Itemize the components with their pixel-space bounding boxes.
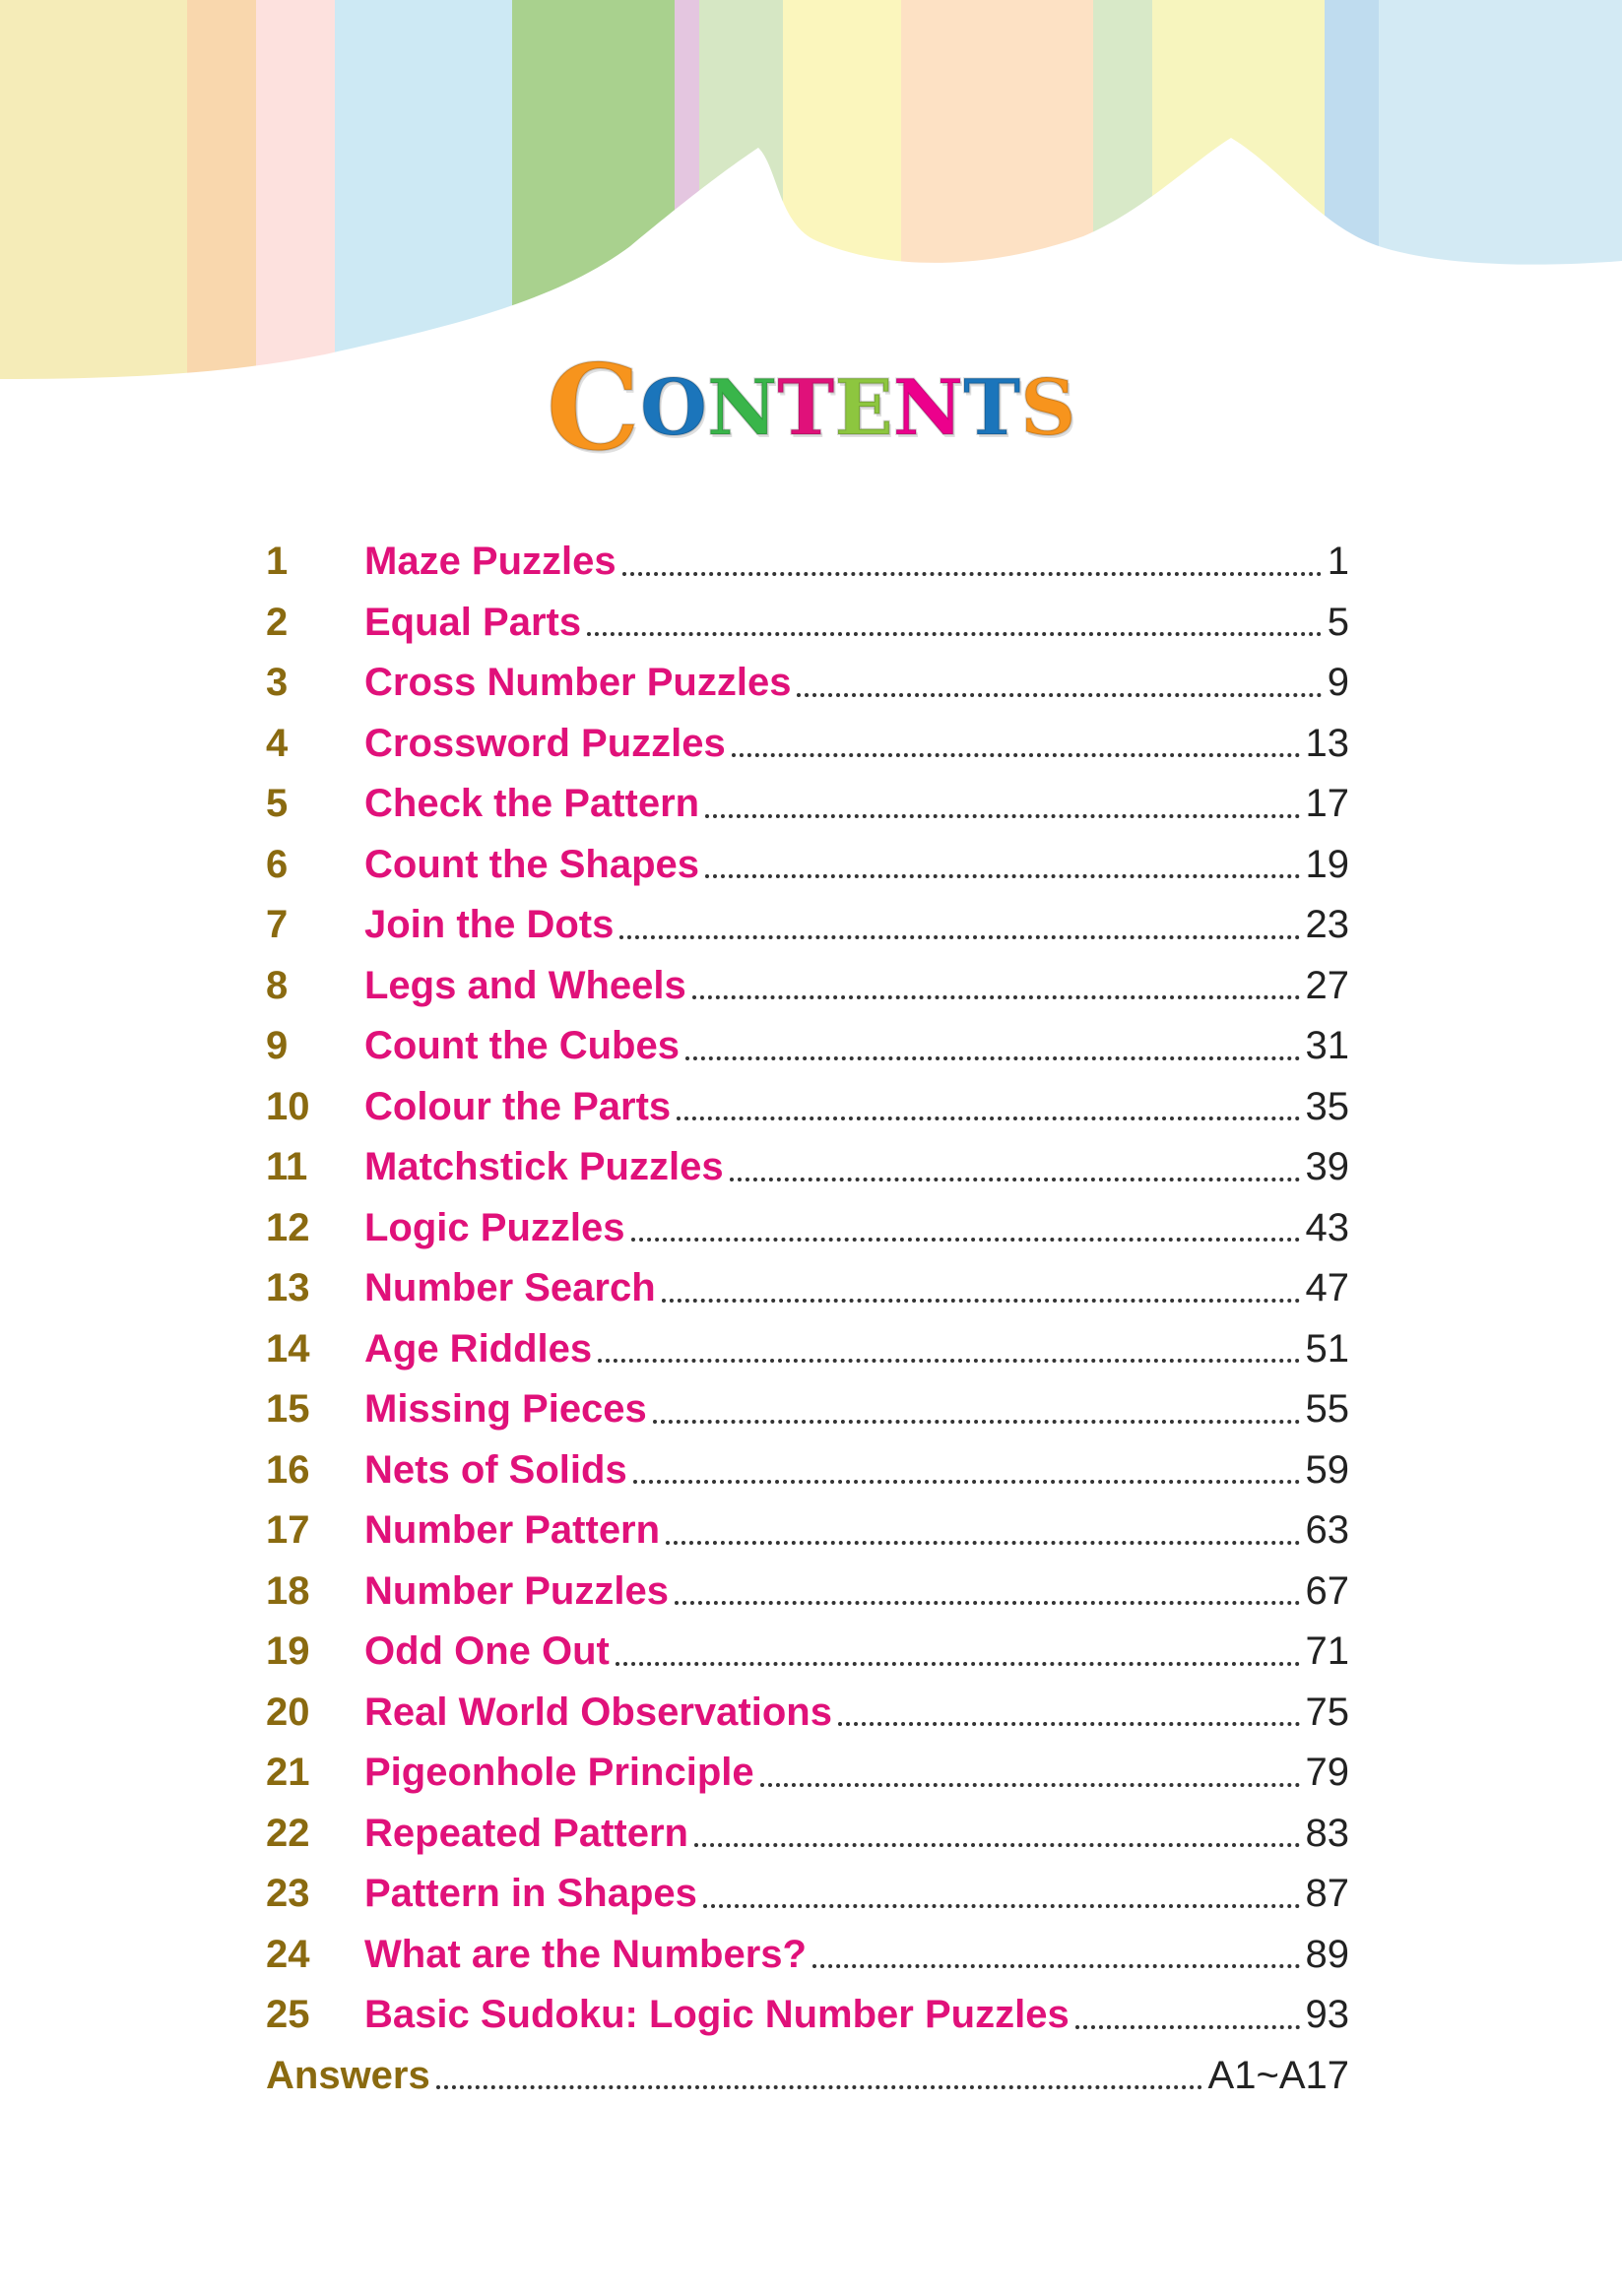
toc-entry[interactable] — [266, 593, 1349, 654]
toc-entry-number: 9 — [266, 1024, 289, 1068]
title-letter: T — [777, 363, 835, 453]
banner-stripe — [1093, 0, 1152, 414]
toc-entry-page: 35 — [1305, 1084, 1349, 1128]
toc-entry-page: 31 — [1305, 1024, 1349, 1068]
toc-entry-page: 13 — [1305, 721, 1349, 765]
toc-entry-number: 12 — [266, 1205, 310, 1249]
toc-answers-row[interactable] — [266, 2046, 1349, 2107]
contents-title — [0, 339, 1622, 478]
toc-entry-number: 8 — [266, 963, 289, 1007]
toc-entry-number: 14 — [266, 1326, 310, 1371]
toc-entry-number: 3 — [266, 661, 289, 705]
toc-entry-page: 63 — [1305, 1508, 1349, 1553]
decorative-striped-banner — [0, 0, 1622, 414]
toc-entry-title: Number Pattern — [364, 1508, 661, 1553]
title-letter: O — [640, 363, 707, 453]
toc-entry-title: Equal Parts — [364, 600, 582, 644]
dot-leader — [616, 1662, 1300, 1666]
toc-entry-number: 10 — [266, 1084, 310, 1128]
dot-leader — [732, 753, 1300, 757]
toc-entry-title: Logic Puzzles — [364, 1205, 625, 1249]
toc-entry-number: 1 — [266, 540, 289, 584]
toc-entry-page: 59 — [1305, 1447, 1349, 1492]
toc-entry-number: 6 — [266, 842, 289, 886]
toc-entry-title: Age Riddles — [364, 1326, 593, 1371]
toc-entry-title: Join the Dots — [364, 903, 615, 947]
title-letter: E — [834, 363, 893, 453]
dot-leader — [622, 572, 1322, 576]
toc-entry-number: 17 — [266, 1508, 310, 1553]
dot-leader — [675, 1601, 1300, 1605]
banner-stripe — [187, 0, 256, 414]
toc-entry-title: Legs and Wheels — [364, 963, 686, 1007]
toc-entry-title: Count the Shapes — [364, 842, 700, 886]
toc-entry-number: 15 — [266, 1387, 310, 1432]
toc-entry[interactable] — [266, 1925, 1349, 1986]
toc-entry[interactable] — [266, 653, 1349, 714]
toc-entry-number: 24 — [266, 1932, 310, 1976]
toc-entry[interactable] — [266, 1137, 1349, 1198]
dot-leader — [1075, 2025, 1300, 2029]
toc-entry-title: Pattern in Shapes — [364, 1872, 697, 1916]
toc-entry-title: Count the Cubes — [364, 1024, 680, 1068]
toc-entry-page: 71 — [1305, 1629, 1349, 1674]
toc-entry-number: 21 — [266, 1751, 310, 1795]
table-of-contents — [266, 532, 1349, 2106]
toc-entry-page: 79 — [1305, 1751, 1349, 1795]
toc-entry-title: Number Search — [364, 1266, 656, 1310]
toc-entry-title: Repeated Pattern — [364, 1811, 688, 1855]
dot-leader — [760, 1783, 1300, 1787]
toc-entry[interactable] — [266, 1562, 1349, 1623]
toc-entry[interactable] — [266, 1804, 1349, 1865]
toc-entry-page: 55 — [1305, 1387, 1349, 1432]
banner-stripe — [0, 0, 187, 414]
toc-entry-page: 5 — [1327, 600, 1349, 644]
banner-stripe — [675, 0, 699, 414]
toc-entry-page: 51 — [1305, 1326, 1349, 1371]
toc-entry[interactable] — [266, 1198, 1349, 1259]
dot-leader — [685, 1056, 1300, 1060]
toc-entry-page: 27 — [1305, 963, 1349, 1007]
toc-entry[interactable] — [266, 1319, 1349, 1380]
dot-leader — [662, 1299, 1300, 1303]
toc-entry-title: Number Puzzles — [364, 1568, 669, 1613]
toc-entry-number: 16 — [266, 1447, 310, 1492]
toc-entry-number: 7 — [266, 903, 289, 947]
dot-leader — [838, 1722, 1300, 1726]
toc-entry[interactable] — [266, 1440, 1349, 1501]
toc-entry-number: 4 — [266, 721, 289, 765]
toc-entry-title: Colour the Parts — [364, 1084, 672, 1128]
dot-leader — [436, 2085, 1202, 2089]
toc-answers-page: A1~A17 — [1207, 2053, 1349, 2097]
toc-entry-page: 83 — [1305, 1811, 1349, 1855]
banner-stripe — [1152, 0, 1325, 414]
toc-entry-page: 75 — [1305, 1690, 1349, 1734]
dot-leader — [797, 693, 1321, 697]
dot-leader — [705, 814, 1299, 818]
toc-entry[interactable] — [266, 1077, 1349, 1138]
toc-entry[interactable] — [266, 1985, 1349, 2046]
banner-stripe — [1379, 0, 1622, 414]
dot-leader — [812, 1964, 1300, 1968]
toc-entry-title: Maze Puzzles — [364, 540, 616, 584]
toc-entry-page: 23 — [1305, 903, 1349, 947]
dot-leader — [587, 632, 1322, 636]
dot-leader — [677, 1116, 1299, 1120]
banner-stripe — [901, 0, 1093, 414]
toc-entry[interactable] — [266, 1622, 1349, 1683]
toc-entry-title: Real World Observations — [364, 1690, 832, 1734]
toc-entry-number: 11 — [266, 1145, 308, 1189]
toc-entry-number: 2 — [266, 600, 289, 644]
toc-entry[interactable] — [266, 1016, 1349, 1077]
toc-entry[interactable] — [266, 1683, 1349, 1744]
toc-entry-page: 43 — [1305, 1205, 1349, 1249]
toc-entry-page: 89 — [1305, 1932, 1349, 1976]
toc-entry-number: 13 — [266, 1266, 310, 1310]
toc-entry-number: 25 — [266, 1993, 310, 2037]
banner-stripe — [1325, 0, 1379, 414]
toc-entry-number: 19 — [266, 1629, 310, 1674]
toc-entry[interactable] — [266, 532, 1349, 593]
toc-entry-title: Basic Sudoku: Logic Number Puzzles — [364, 1993, 1070, 2037]
toc-entry-title: Nets of Solids — [364, 1447, 627, 1492]
dot-leader — [631, 1238, 1300, 1242]
toc-entry[interactable] — [266, 714, 1349, 775]
toc-entry-title: Crossword Puzzles — [364, 721, 726, 765]
toc-entry-page: 93 — [1305, 1993, 1349, 2037]
banner-stripe — [335, 0, 512, 414]
toc-entry[interactable] — [266, 956, 1349, 1017]
dot-leader — [694, 1843, 1300, 1847]
toc-entry[interactable] — [266, 1258, 1349, 1319]
banner-stripe — [256, 0, 335, 414]
toc-entry-title: Check the Pattern — [364, 782, 700, 826]
dot-leader — [703, 1904, 1300, 1908]
dot-leader — [705, 874, 1299, 878]
toc-entry-number: 22 — [266, 1811, 310, 1855]
toc-entry[interactable] — [266, 1864, 1349, 1925]
toc-entry-number: 18 — [266, 1568, 310, 1613]
dot-leader — [730, 1178, 1300, 1181]
toc-entry[interactable] — [266, 774, 1349, 835]
dot-leader — [633, 1480, 1300, 1484]
toc-entry[interactable] — [266, 1743, 1349, 1804]
dot-leader — [666, 1541, 1299, 1545]
toc-entry-page: 1 — [1327, 540, 1349, 584]
toc-entry-number: 5 — [266, 782, 289, 826]
toc-entry[interactable] — [266, 1500, 1349, 1562]
toc-entry-number: 20 — [266, 1690, 310, 1734]
toc-entry[interactable] — [266, 1379, 1349, 1440]
toc-entry-title: Matchstick Puzzles — [364, 1145, 724, 1189]
dot-leader — [598, 1359, 1299, 1363]
toc-entry-page: 39 — [1305, 1145, 1349, 1189]
dot-leader — [653, 1420, 1300, 1424]
toc-entry-page: 67 — [1305, 1568, 1349, 1613]
title-letter: C — [546, 339, 641, 478]
toc-entry-title: Odd One Out — [364, 1629, 610, 1674]
toc-entry[interactable] — [266, 835, 1349, 896]
toc-entry-page: 9 — [1327, 661, 1349, 705]
banner-stripe — [783, 0, 901, 414]
title-letter: S — [1020, 363, 1076, 453]
dot-leader — [619, 935, 1299, 939]
toc-entry-title: Missing Pieces — [364, 1387, 647, 1432]
toc-entry-title: What are the Numbers? — [364, 1932, 807, 1976]
toc-entry-number: 23 — [266, 1872, 310, 1916]
toc-entry-page: 87 — [1305, 1872, 1349, 1916]
toc-answers-label: Answers — [266, 2053, 430, 2097]
toc-entry[interactable] — [266, 895, 1349, 956]
toc-entry-page: 19 — [1305, 842, 1349, 886]
toc-entry-title: Cross Number Puzzles — [364, 661, 792, 705]
title-letter: T — [963, 363, 1021, 453]
toc-entry-title: Pigeonhole Principle — [364, 1751, 754, 1795]
toc-entry-page: 47 — [1305, 1266, 1349, 1310]
title-letter: N — [706, 363, 778, 453]
dot-leader — [692, 995, 1300, 999]
title-letter: N — [892, 363, 964, 453]
toc-entry-page: 17 — [1305, 782, 1349, 826]
banner-stripe — [699, 0, 783, 414]
